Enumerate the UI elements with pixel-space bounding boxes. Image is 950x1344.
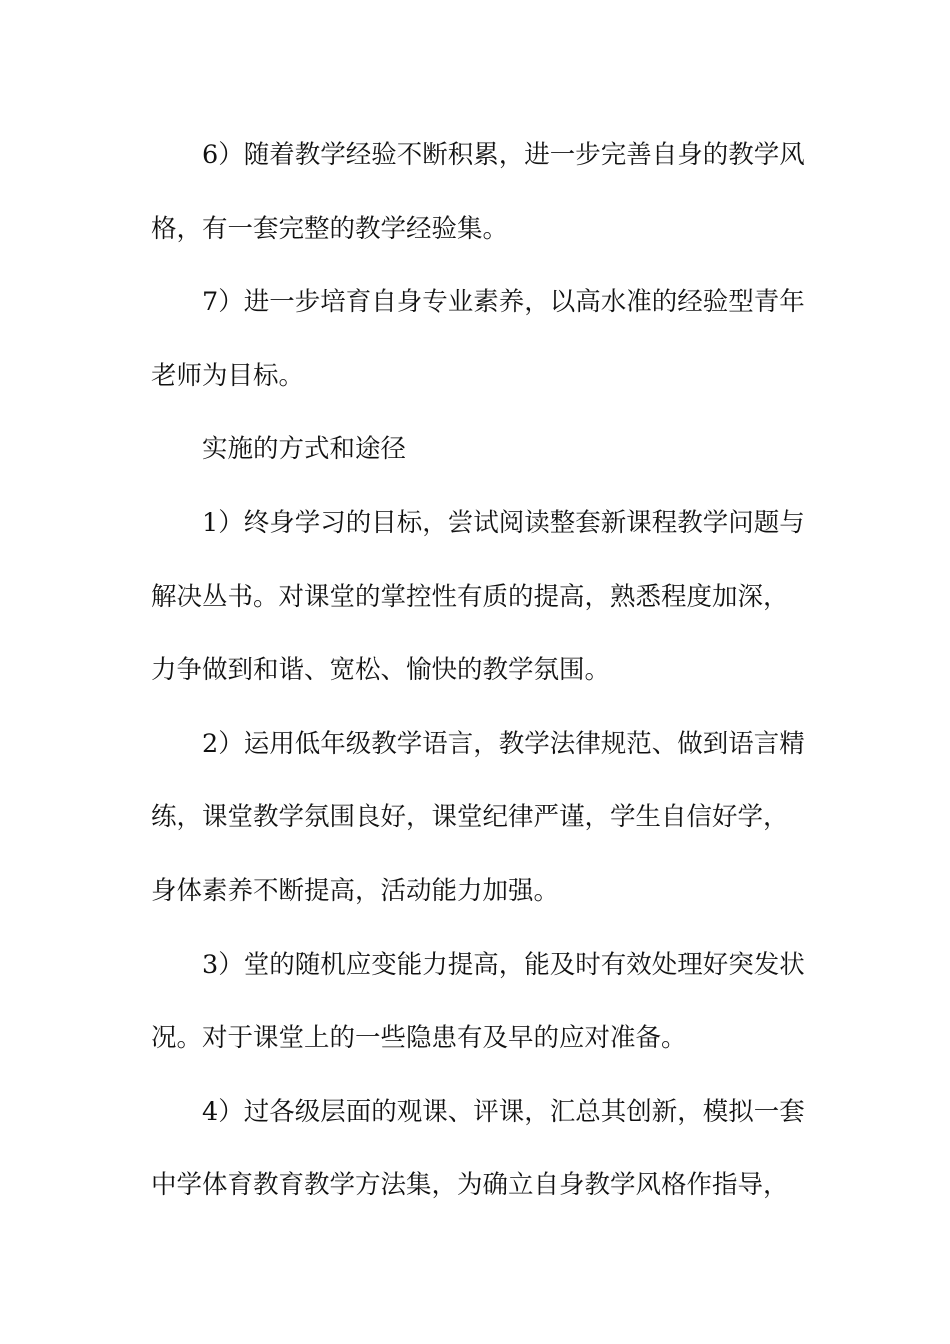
- item-4-line-2: 中学体育教育教学方法集，为确立自身教学风格作指导，: [151, 1170, 789, 1201]
- item-1-line-1: 1）终身学习的目标，尝试阅读整套新课程教学问题与: [202, 507, 805, 538]
- item-2-line-1: 2）运用低年级教学语言，教学法律规范、做到语言精: [202, 728, 805, 759]
- item-1-line-2: 解决丛书。对课堂的掌控性有质的提高，熟悉程度加深，: [151, 581, 789, 612]
- item-2-line-2: 练，课堂教学氛围良好，课堂纪律严谨，学生自信好学，: [151, 802, 789, 833]
- item-2-line-3: 身体素养不断提高，活动能力加强。: [151, 875, 560, 906]
- item-1-line-3: 力争做到和谐、宽松、愉快的教学氛围。: [151, 655, 611, 686]
- paragraph-6-line-2: 格，有一套完整的教学经验集。: [151, 213, 509, 244]
- item-4-line-1: 4）过各级层面的观课、评课，汇总其创新，模拟一套: [202, 1096, 805, 1127]
- section-heading: 实施的方式和途径: [202, 434, 407, 465]
- item-3-line-1: 3）堂的随机应变能力提高，能及时有效处理好突发状: [202, 949, 805, 980]
- paragraph-6-line-1: 6）随着教学经验不断积累，进一步完善自身的教学风: [202, 140, 805, 170]
- paragraph-7-line-1: 7）进一步培育自身专业素养，以高水准的经验型青年: [202, 287, 805, 318]
- document-body: [151, 130, 811, 1234]
- paragraph-7-line-2: 老师为目标。: [151, 360, 305, 391]
- item-3-line-2: 况。对于课堂上的一些隐患有及早的应对准备。: [151, 1023, 687, 1054]
